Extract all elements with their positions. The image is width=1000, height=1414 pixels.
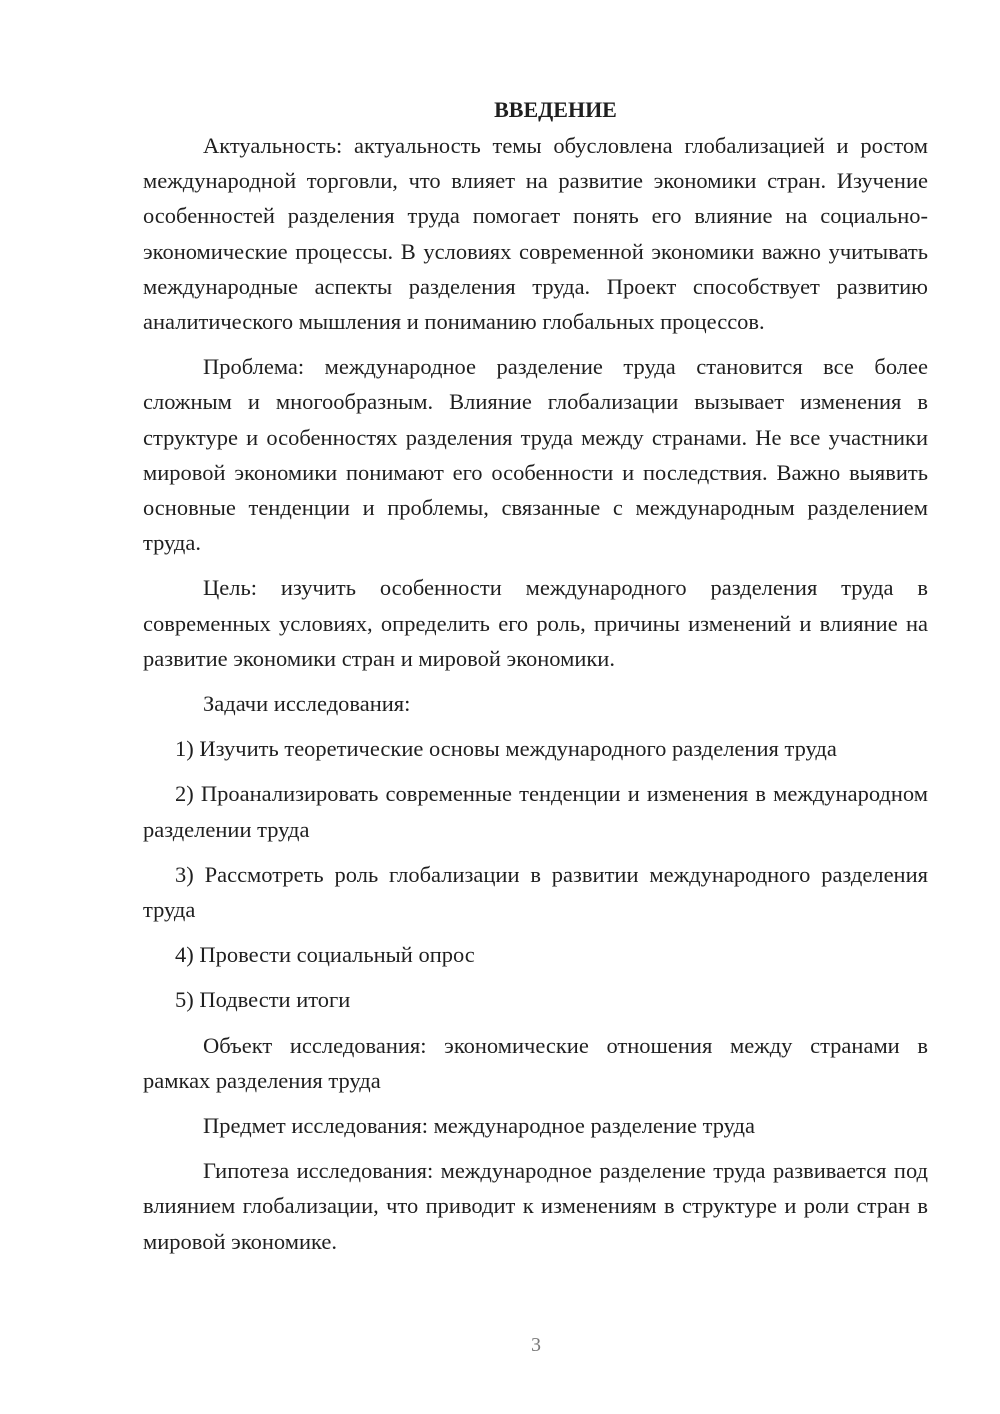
- paragraph-hypothesis: Гипотеза исследования: международное разделение труда развивается под влиянием глобализации, что приводит к изменениям в структуре и роли стран в мировой экономике.: [143, 1158, 928, 1254]
- paragraph-tasks-heading: Задачи исследования:: [203, 691, 411, 717]
- task-item-2: 2) Проанализировать современные тенденции и изменения в международном разделении труда: [143, 781, 928, 842]
- page-title: ВВЕДЕНИЕ: [494, 97, 617, 122]
- paragraph-object: Объект исследования: экономические отношения между странами в рамках разделения труда: [143, 1032, 928, 1093]
- paragraph-goal: Цель: изучить особенности международного разделения труда в современных условиях, определить его роль, причины изменений и влияние на развитие экономики стран и мировой экономики.: [143, 575, 928, 671]
- paragraph-problem: Проблема: международное разделение труда становится все более сложным и многообразным. Влияние глобализации вызывает изменения в структуре и особенностях разделения труда между странами. Не все участники мировой экономики понимают его особенности и последствия. Важно выявить основные тенденции и проблемы, связанные с международным разделением труда.: [143, 354, 928, 556]
- task-item-1: 1) Изучить теоретические основы международного разделения труда: [175, 736, 837, 762]
- task-item-3: 3) Рассмотреть роль глобализации в развитии международного разделения труда: [143, 861, 928, 923]
- paragraph-subject: Предмет исследования: международное разделение труда: [203, 1113, 755, 1139]
- page-number: 3: [531, 1334, 541, 1356]
- paragraph-relevance: Актуальность: актуальность темы обусловлена глобализацией и ростом международной торговли, что влияет на развитие экономики стран. Изучение особенностей разделения труда помогает понять его влияние на социально-экономические процессы. В условиях современной экономики важно учитывать международные аспекты разделения труда. Проект способствует развитию аналитического мышления и пониманию глобальных процессов.: [143, 133, 928, 335]
- page-content: [143, 92, 928, 1259]
- task-item-4: 4) Провести социальный опрос: [175, 942, 475, 968]
- task-item-5: 5) Подвести итоги: [175, 987, 351, 1013]
